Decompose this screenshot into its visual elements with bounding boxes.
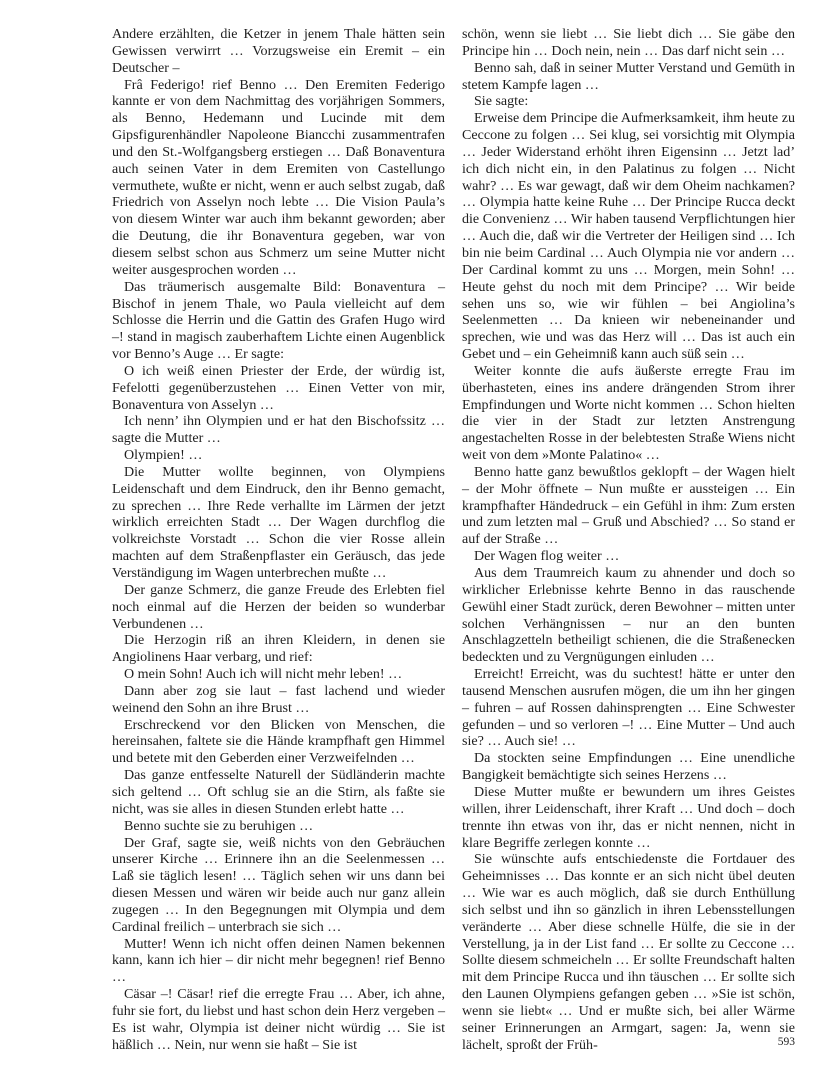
- paragraph: schön, wenn sie liebt … Sie liebt dich … Sie gäbe den Principe hin … Doch nein, nein … Das darf nicht sein …: [462, 26, 795, 59]
- paragraph: Dann aber zog sie laut – fast lachend und wieder weinend den Sohn an ihre Brust …: [112, 682, 445, 716]
- left-column: [112, 26, 445, 1053]
- paragraph: Benno hatte ganz bewußtlos geklopft – der Wagen hielt – der Mohr öffnete – Nun mußte er aussteigen … Ein krampfhafter Händedruck – ein Gefühl in ihm: Zum ersten und zum letzten mal – Gruß und Abschied? … So stand er auf der Straße …: [462, 463, 795, 548]
- paragraph: Erweise dem Principe die Aufmerksamkeit, ihm heute zu Ceccone zu folgen … Sei klug, sei vorsichtig mit Olympia … Jeder Widerstand erhöht ihren Eigensinn … Jetzt lad’ ich dich nicht ein, in den Palatinus zu folgen … Nicht wahr? … Es war gewagt, daß wir dem Oheim nachkamen? … Olympia hatte keine Ruhe … Der Principe Rucca deckt die Convenienz … Wir haben tausend Verpflichtungen hier … Auch die, daß wir die Vertreter der Heiligen sind … Ich bin nie beim Cardinal … Auch Olympia nie vor andern … Der Cardinal kommt zu uns … Morgen, mein Sohn! … Heute gehst du noch mit dem Principe? … Wir beide sehen uns so, wie wir fühlen – bei Angiolina’s Seelenmetten … Da knieen wir nebeneinander und sprechen, wie und was das Herz will … Das ist auch ein Gebet und – ein Geheimniß kann auch süß sein …: [462, 110, 795, 363]
- paragraph: Sie wünschte aufs entschiedenste die Fortdauer des Geheimnisses … Das konnte er an sich nicht übel deuten … Wie war es auch möglich, daß sie durch Enthüllung sich selbst und ihn so gänzlich in ihren Lebensstellungen veränderte … Aber diese schnelle Hülfe, die sie in der Verstellung, ja in der List fand … Er sollte zu Ceccone … Sollte diesem schmeicheln … Er sollte Freundschaft halten mit dem Principe Rucca und ihn täuschen … Er sollte sich den Launen Olympiens gefangen geben … »Sie ist schön, wenn sie liebt« … Und er mußte sich, bei aller Wärme seiner Erinnerungen an Armgart, sagen: Ja, wenn sie lächelt, sproßt der Früh-: [462, 851, 795, 1053]
- paragraph: Erschreckend vor den Blicken von Menschen, die hereinsahen, faltete sie die Hände krampfhaft gen Himmel und betete mit den Geberden einer Verzweifelnden …: [112, 716, 445, 767]
- paragraph: Olympien! …: [124, 447, 203, 464]
- paragraph: Cäsar –! Cäsar! rief die erregte Frau … Aber, ich ahne, fuhr sie fort, du liebst und hast schon dein Herz vergeben – Es ist wahr, Olympia ist deiner nicht würdig … Sie ist häßlich … Nein, nur wenn sie haßt – Sie ist: [112, 986, 445, 1053]
- paragraph: Das ganze entfesselte Naturell der Südländerin machte sich geltend … Oft schlug sie an die Stirn, als faßte sie nicht, was sie alles in diesen Stunden erlebt hatte …: [112, 767, 445, 817]
- paragraph: O mein Sohn! Auch ich will nicht mehr leben! …: [124, 666, 403, 683]
- paragraph: Benno suchte sie zu beruhigen …: [124, 817, 314, 834]
- paragraph: Frâ Federigo! rief Benno … Den Eremiten Federigo kannte er von dem Nachmittag des vorjährigen Sommers, als Benno, Hedemann und Lucinde mit dem Gipsfigurenhändler Napoleone Biancchi zusammentrafen und den St.-Wolfgangsberg erstiegen … Daß Bonaventura auch seinen Vater in dem Eremiten von Castellungo vermuthete, wußte er nicht, wenn er auch selbst zugab, daß Friedrich von Asselyn noch lebte … Die Vision Paula’s von diesem Winter war auch ihm bekannt geworden; aber die Deutung, die ihr Bonaventura gegeben, war von diesem selbst schon aus Schmerz um seine Mutter nicht weiter ausgesprochen worden …: [112, 76, 445, 278]
- paragraph: Der Wagen flog weiter …: [474, 548, 620, 565]
- paragraph: Diese Mutter mußte er bewundern um ihres Geistes willen, ihrer Leidenschaft, ihrer Kraft … Und doch – doch trennte ihn etwas von ihr, das er nicht nennen, nicht in klare Begriffe zerlegen konnte …: [462, 783, 795, 851]
- paragraph: Die Herzogin riß an ihren Kleidern, in denen sie Angiolinens Haar verbarg, und rief:: [112, 632, 445, 666]
- paragraph: O ich weiß einen Priester der Erde, der würdig ist, Fefelotti gegenüberzustehen … Einen Vetter von mir, Bonaventura von Asselyn …: [112, 362, 445, 413]
- paragraph: Andere erzählten, die Ketzer in jenem Thale hätten sein Gewissen verwirrt … Vorzugsweise ein Eremit – ein Deutscher –: [112, 26, 445, 76]
- paragraph: Da stockten seine Empfindungen … Eine unendliche Bangigkeit bemächtigte sich seines Herzens …: [462, 750, 795, 784]
- paragraph: Der Graf, sagte sie, weiß nichts von den Gebräuchen unserer Kirche … Erinnere ihn an die Seelenmessen … Laß sie täglich lesen! … Täglich sehen wir uns dann bei diesen Messen und wären wir beide auch nur ganz allein zugegen … In den Begegnungen mit Olympia und dem Cardinal freilich – unterbrach sie sich …: [112, 834, 445, 935]
- paragraph: Erreicht! Erreicht, was du suchtest! hätte er unter den tausend Menschen ausrufen mögen, die um ihn her gingen – fuhren – auf Rossen dahinsprengten … Eine Schwester gefunden – und so verloren –! … Eine Mutter – Und auch sie? … Auch sie! …: [462, 666, 795, 750]
- paragraph: Der ganze Schmerz, die ganze Freude des Erlebten fiel noch einmal auf die Herzen der beiden so wunderbar Verbundenen …: [112, 581, 445, 632]
- paragraph: Weiter konnte die aufs äußerste erregte Frau im überhasteten, eines ins andere drängenden Strom ihrer Empfindungen und Worte nicht kommen … Schon hielten die vier in der Stadt zur letzten Anstrengung angestachelten Rosse in der belebtesten Straße Wiens nicht weit von dem »Monte Palatino« …: [462, 362, 795, 464]
- paragraph: Das träumerisch ausgemalte Bild: Bonaventura – Bischof in jenem Thale, wo Paula vielleicht auf dem Schlosse die Herrin und die Gattin des Grafen Hugo wird –! stand in magisch zauberhaftem Lichte einen Augenblick vor Benno’s Auge … Er sagte:: [112, 278, 445, 363]
- paragraph: Sie sagte:: [474, 93, 529, 110]
- right-column: [462, 26, 795, 1053]
- paragraph: Aus dem Traumreich kaum zu ahnender und doch so wirklicher Erlebnisse kehrte Benno in das rauschende Gewühl einer Stadt zurück, deren Bewohner – mitten unter solchen Verhängnissen – nur an den bunten Anschlagzetteln betheiligt schienen, die die Straßenecken bedeckten und zu Vergnügungen einluden …: [462, 565, 795, 666]
- paragraph: Die Mutter wollte beginnen, von Olympiens Leidenschaft und dem Eindruck, den ihr Benno gemacht, zu sprechen … Ihre Rede verhallte im Lärmen der jetzt wirklich erreichten Stadt … Der Wagen durchflog die volkreichste Vorstadt … Schon die vier Rosse allein machten auf dem Straßenpflaster ein Geräusch, das jede Verständigung im Wagen unterbrechen mußte …: [112, 463, 445, 581]
- page-number: 593: [777, 1036, 795, 1048]
- paragraph: Mutter! Wenn ich nicht offen deinen Namen bekennen kann, kann ich hier – dir nicht mehr begegnen! rief Benno …: [112, 935, 445, 986]
- paragraph: Benno sah, daß in seiner Mutter Verstand und Gemüth in stetem Kampfe lagen …: [462, 59, 795, 93]
- paragraph: Ich nenn’ ihn Olympien und er hat den Bischofssitz … sagte die Mutter …: [112, 413, 445, 447]
